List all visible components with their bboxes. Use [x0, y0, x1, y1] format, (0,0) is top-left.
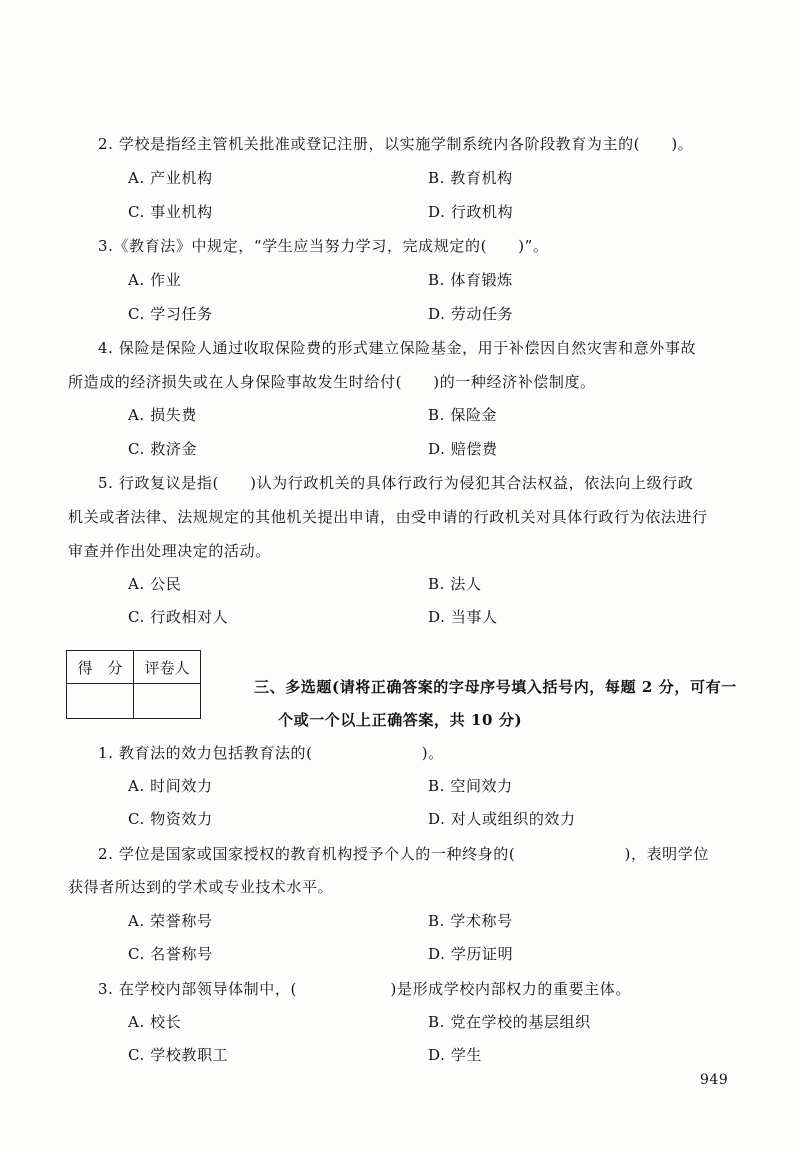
option-c: C. 救济金	[128, 440, 198, 458]
option-c: C. 事业机构	[128, 203, 213, 221]
question-5-text-line2: 机关或者法律、法规规定的其他机关提出申请，由受申请的行政机关对具体行政行为依法进行	[68, 508, 708, 526]
grader-label: 评卷人	[134, 651, 201, 684]
question-4-text-line2: 所造成的经济损失或在人身保险事故发生时给付( )的一种经济补偿制度。	[68, 373, 596, 391]
option-d: D. 对人或组织的效力	[428, 810, 576, 828]
option-a: A. 作业	[128, 271, 182, 289]
option-a: A. 公民	[128, 575, 182, 593]
option-b: B. 法人	[428, 575, 482, 593]
option-c: C. 学习任务	[128, 305, 213, 323]
question-3-text: 3. 在学校内部领导体制中，( )是形成学校内部权力的重要主体。	[98, 980, 631, 998]
option-d: D. 劳动任务	[428, 305, 514, 323]
question-1-text: 1. 教育法的效力包括教育法的( )。	[98, 744, 444, 762]
option-b: B. 党在学校的基层组织	[428, 1013, 591, 1031]
option-a: A. 荣誉称号	[128, 912, 213, 930]
option-d: D. 行政机构	[428, 203, 514, 221]
question-2-text-line2: 获得者所达到的学术或专业技术水平。	[68, 878, 334, 896]
option-b: B. 体育锻炼	[428, 271, 513, 289]
option-b: B. 学术称号	[428, 912, 513, 930]
option-a: A. 损失费	[128, 406, 197, 424]
option-b: B. 空间效力	[428, 777, 513, 795]
question-4-text-line1: 4. 保险是保险人通过收取保险费的形式建立保险基金，用于补偿因自然灾害和意外事故	[98, 339, 697, 357]
option-c: C. 学校教职工	[128, 1046, 229, 1064]
option-d: D. 赔偿费	[428, 440, 498, 458]
option-a: A. 时间效力	[128, 777, 213, 795]
option-a: A. 校长	[128, 1013, 182, 1031]
question-5-text-line1: 5. 行政复议是指( )认为行政机关的具体行政行为侵犯其合法权益，依法向上级行政	[98, 474, 694, 492]
option-d: D. 学生	[428, 1046, 483, 1064]
option-d: D. 学历证明	[428, 945, 514, 963]
option-c: C. 名誉称号	[128, 945, 213, 963]
question-2-text: 2. 学校是指经主管机关批准或登记注册，以实施学制系统内各阶段教育为主的( )。	[98, 135, 694, 153]
grader-box[interactable]	[134, 684, 201, 719]
score-box[interactable]	[67, 684, 134, 719]
option-d: D. 当事人	[428, 608, 498, 626]
option-b: B. 教育机构	[428, 169, 513, 187]
question-2-text-line1: 2. 学位是国家或国家授权的教育机构授予个人的一种终身的( )，表明学位	[98, 845, 709, 863]
option-b: B. 保险金	[428, 406, 498, 424]
score-label: 得 分	[67, 651, 134, 684]
question-5-text-line3: 审查并作出处理决定的活动。	[68, 542, 271, 560]
question-3-text: 3.《教育法》中规定，“学生应当努力学习，完成规定的( )”。	[98, 237, 549, 255]
section-3-heading-line2: 个或一个以上正确答案，共 10 分)	[278, 711, 523, 729]
section-3-heading-line1: 三、多选题(请将正确答案的字母序号填入括号内，每题 2 分，可有一	[254, 678, 737, 696]
grading-table	[66, 650, 201, 719]
option-c: C. 物资效力	[128, 810, 213, 828]
page-number: 949	[700, 1072, 729, 1088]
option-a: A. 产业机构	[128, 169, 213, 187]
option-c: C. 行政相对人	[128, 608, 229, 626]
